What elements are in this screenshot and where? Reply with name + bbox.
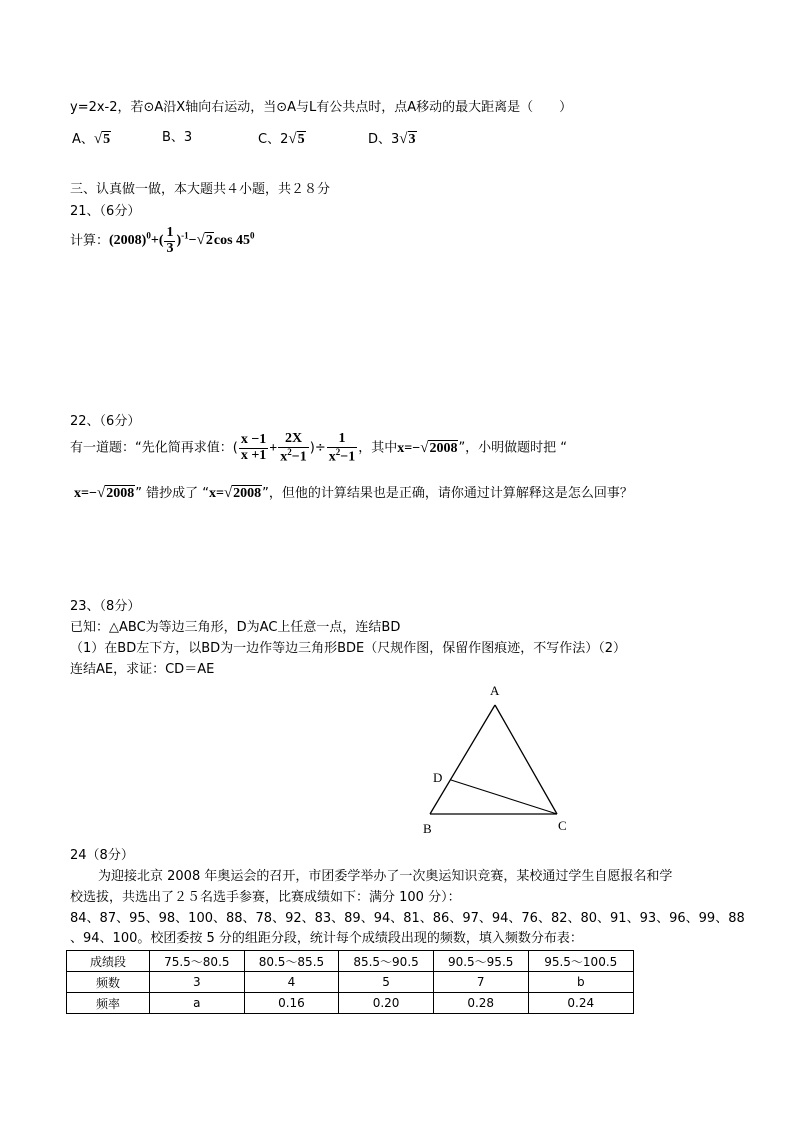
table-cell: 75.5～80.5 [150,951,245,972]
table-cell: 95.5～100.5 [528,951,634,972]
q23-line2: （1）在BD左下方，以BD为一边作等边三角形BDE（尺规作图，保留作图痕迹，不写作法）（2） [70,641,627,656]
q24-header: 24（8分） [70,848,134,863]
table-cell: 7 [433,972,528,993]
q24-line2: 校选拔，共选出了２５名选手参赛，比赛成绩如下：满分 100 分）： [70,890,461,905]
q24-scores: 84、87、95、98、100、88、78、92、83、89、94、81、86、97、94、76、82、80、91、93、96、99、88 [70,911,745,926]
q20-option-c: C、2√5 [258,131,305,147]
q21-expression: 计算：$(2008)^0+$( $\frac{1}{3}$ )$^{-1}$−√2cos $45^0$ [70,225,255,256]
table-cell: 0.28 [433,993,528,1014]
table-cell: 频率 [67,993,150,1014]
table-cell: 0.24 [528,993,634,1014]
table-cell: a [150,993,245,1014]
table-cell: 成绩段 [67,951,150,972]
q24-line1: 为迎接北京 2008 年奥运会的召开，市团委学举办了一次奥运知识竞赛，某校通过学生自愿报名和学 [98,869,673,884]
q22-line2: x=−√2008” 错抄成了 “x=√2008”，但他的计算结果也是正确，请你通过计算解释这是怎么回事？ [74,485,633,501]
q21-header: 21、（6分） [70,204,141,219]
side-ab [430,705,495,814]
table-cell: 频数 [67,972,150,993]
table-header-row [67,951,634,972]
q23-line3: 连结AE，求证：CD＝AE [70,662,215,677]
table-cell: 85.5～90.5 [339,951,434,972]
q23-line1: 已知：△ABC为等边三角形，D为AC上任意一点，连结BD [70,620,401,635]
table-cell: 80.5～85.5 [244,951,339,972]
label-b: B [423,821,432,836]
table-cell: 0.16 [244,993,339,1014]
q22-line1: 有一道题：“先化简再求值：( $\frac{x -1}{x +1}$ + $\frac{2X}{x^2-1}$ )÷ $\frac{1}{x^2-1}$ ，其中x=−√2008”，小明做题时把 “ [70,431,568,465]
table-cell: 4 [244,972,339,993]
table-row [67,993,634,1014]
table-cell: 3 [150,972,245,993]
q20-option-b: B、3 [162,130,193,145]
q20-option-a: A、√5 [72,131,111,147]
q24-line4: 、94、100。校团委按 5 分的组距分段，统计每个成绩段出现的频数，填入频数分布表： [70,931,583,946]
q20-stem: y=2x-2，若⊙A沿X轴向右运动，当⊙A与L有公共点时，点A移动的最大距离是（ ） [70,100,573,115]
table-cell: 0.20 [339,993,434,1014]
table-cell: b [528,972,634,993]
table-row [67,972,634,993]
table-cell: 90.5～95.5 [433,951,528,972]
table-cell: 5 [339,972,434,993]
q20-option-d: D、3√3 [368,131,416,147]
label-a: A [490,683,500,698]
frequency-table [66,950,634,1014]
label-d: D [433,770,443,785]
label-c: C [558,818,567,833]
q22-header: 22、（6分） [70,414,141,429]
section-title: 三、认真做一做，本大题共４小题，共２８分 [70,182,331,197]
q23-header: 23、（8分） [70,599,141,614]
